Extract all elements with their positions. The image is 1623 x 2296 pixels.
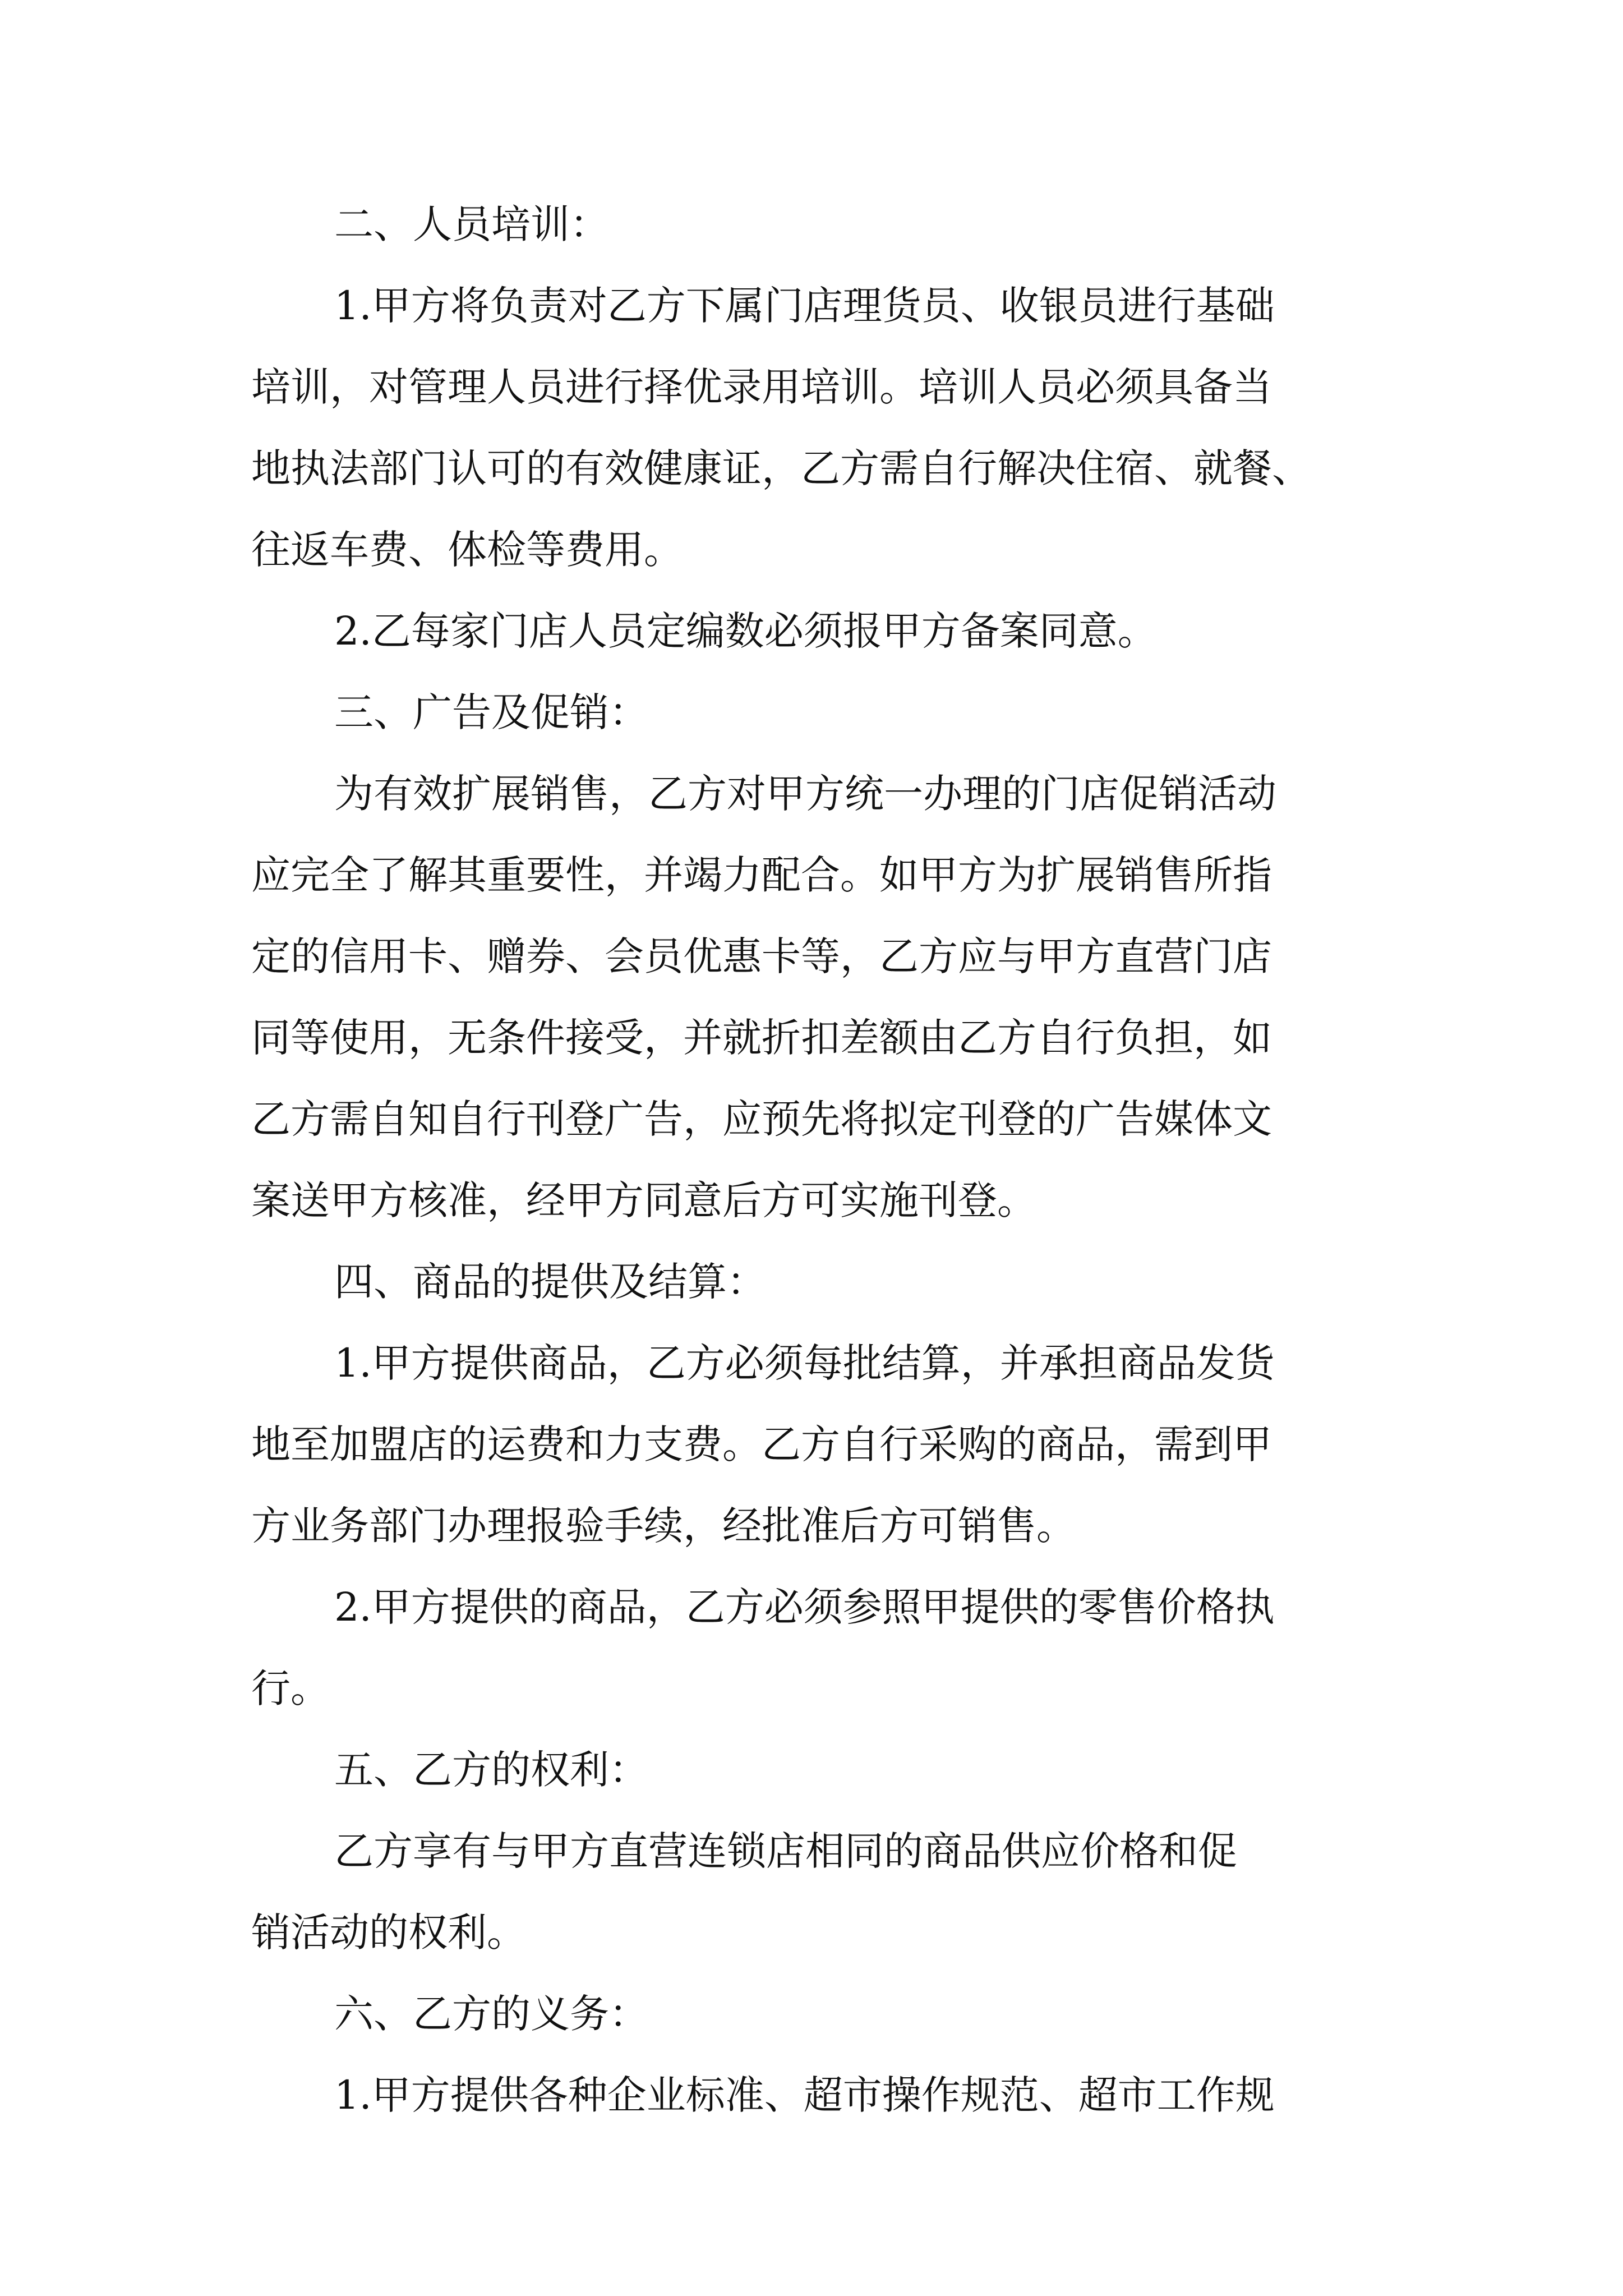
section-heading-goods-supply-settlement: 四、商品的提供及结算：: [334, 1259, 766, 1305]
paragraph-line: 往返车费、体检等费用。: [251, 527, 683, 573]
paragraph-line: 2.乙每家门店人员定编数必须报甲方备案同意。: [334, 608, 1157, 654]
section-heading-personnel-training: 二、人员培训：: [334, 201, 609, 247]
paragraph-line: 定的信用卡、赠券、会员优惠卡等，乙方应与甲方直营门店: [251, 933, 1272, 979]
paragraph-line: 1.甲方将负责对乙方下属门店理货员、收银员进行基础: [334, 283, 1275, 329]
paragraph-line: 1.甲方提供各种企业标准、超市操作规范、超市工作规: [334, 2072, 1275, 2118]
paragraph-line: 行。: [251, 1665, 330, 1711]
section-heading-party-b-obligations: 六、乙方的义务：: [334, 1991, 648, 2037]
paragraph-line: 培训，对管理人员进行择优录用培训。培训人员必须具备当: [251, 364, 1272, 410]
paragraph-line: 销活动的权利。: [251, 1910, 526, 1955]
paragraph-line: 地执法部门认可的有效健康证，乙方需自行解决住宿、就餐、: [251, 445, 1311, 491]
paragraph-line: 案送甲方核准，经甲方同意后方可实施刊登。: [251, 1177, 1036, 1223]
paragraph-line: 1.甲方提供商品，乙方必须每批结算，并承担商品发货: [334, 1340, 1275, 1386]
paragraph-line: 应完全了解其重要性，并竭力配合。如甲方为扩展销售所指: [251, 852, 1272, 898]
paragraph-line: 为有效扩展销售，乙方对甲方统一办理的门店促销活动: [334, 771, 1276, 817]
paragraph-line: 同等使用，无条件接受，并就折扣差额由乙方自行负担，如: [251, 1015, 1272, 1061]
paragraph-line: 2.甲方提供的商品，乙方必须参照甲提供的零售价格执: [334, 1584, 1275, 1630]
section-heading-advertising-promotion: 三、广告及促销：: [334, 689, 648, 735]
paragraph-line: 乙方享有与甲方直营连锁店相同的商品供应价格和促: [334, 1828, 1237, 1874]
paragraph-line: 地至加盟店的运费和力支费。乙方自行采购的商品，需到甲: [251, 1421, 1272, 1467]
section-heading-party-b-rights: 五、乙方的权利：: [334, 1747, 648, 1793]
paragraph-line: 方业务部门办理报验手续，经批准后方可销售。: [251, 1503, 1076, 1549]
paragraph-line: 乙方需自知自行刊登广告，应预先将拟定刊登的广告媒体文: [251, 1096, 1272, 1142]
